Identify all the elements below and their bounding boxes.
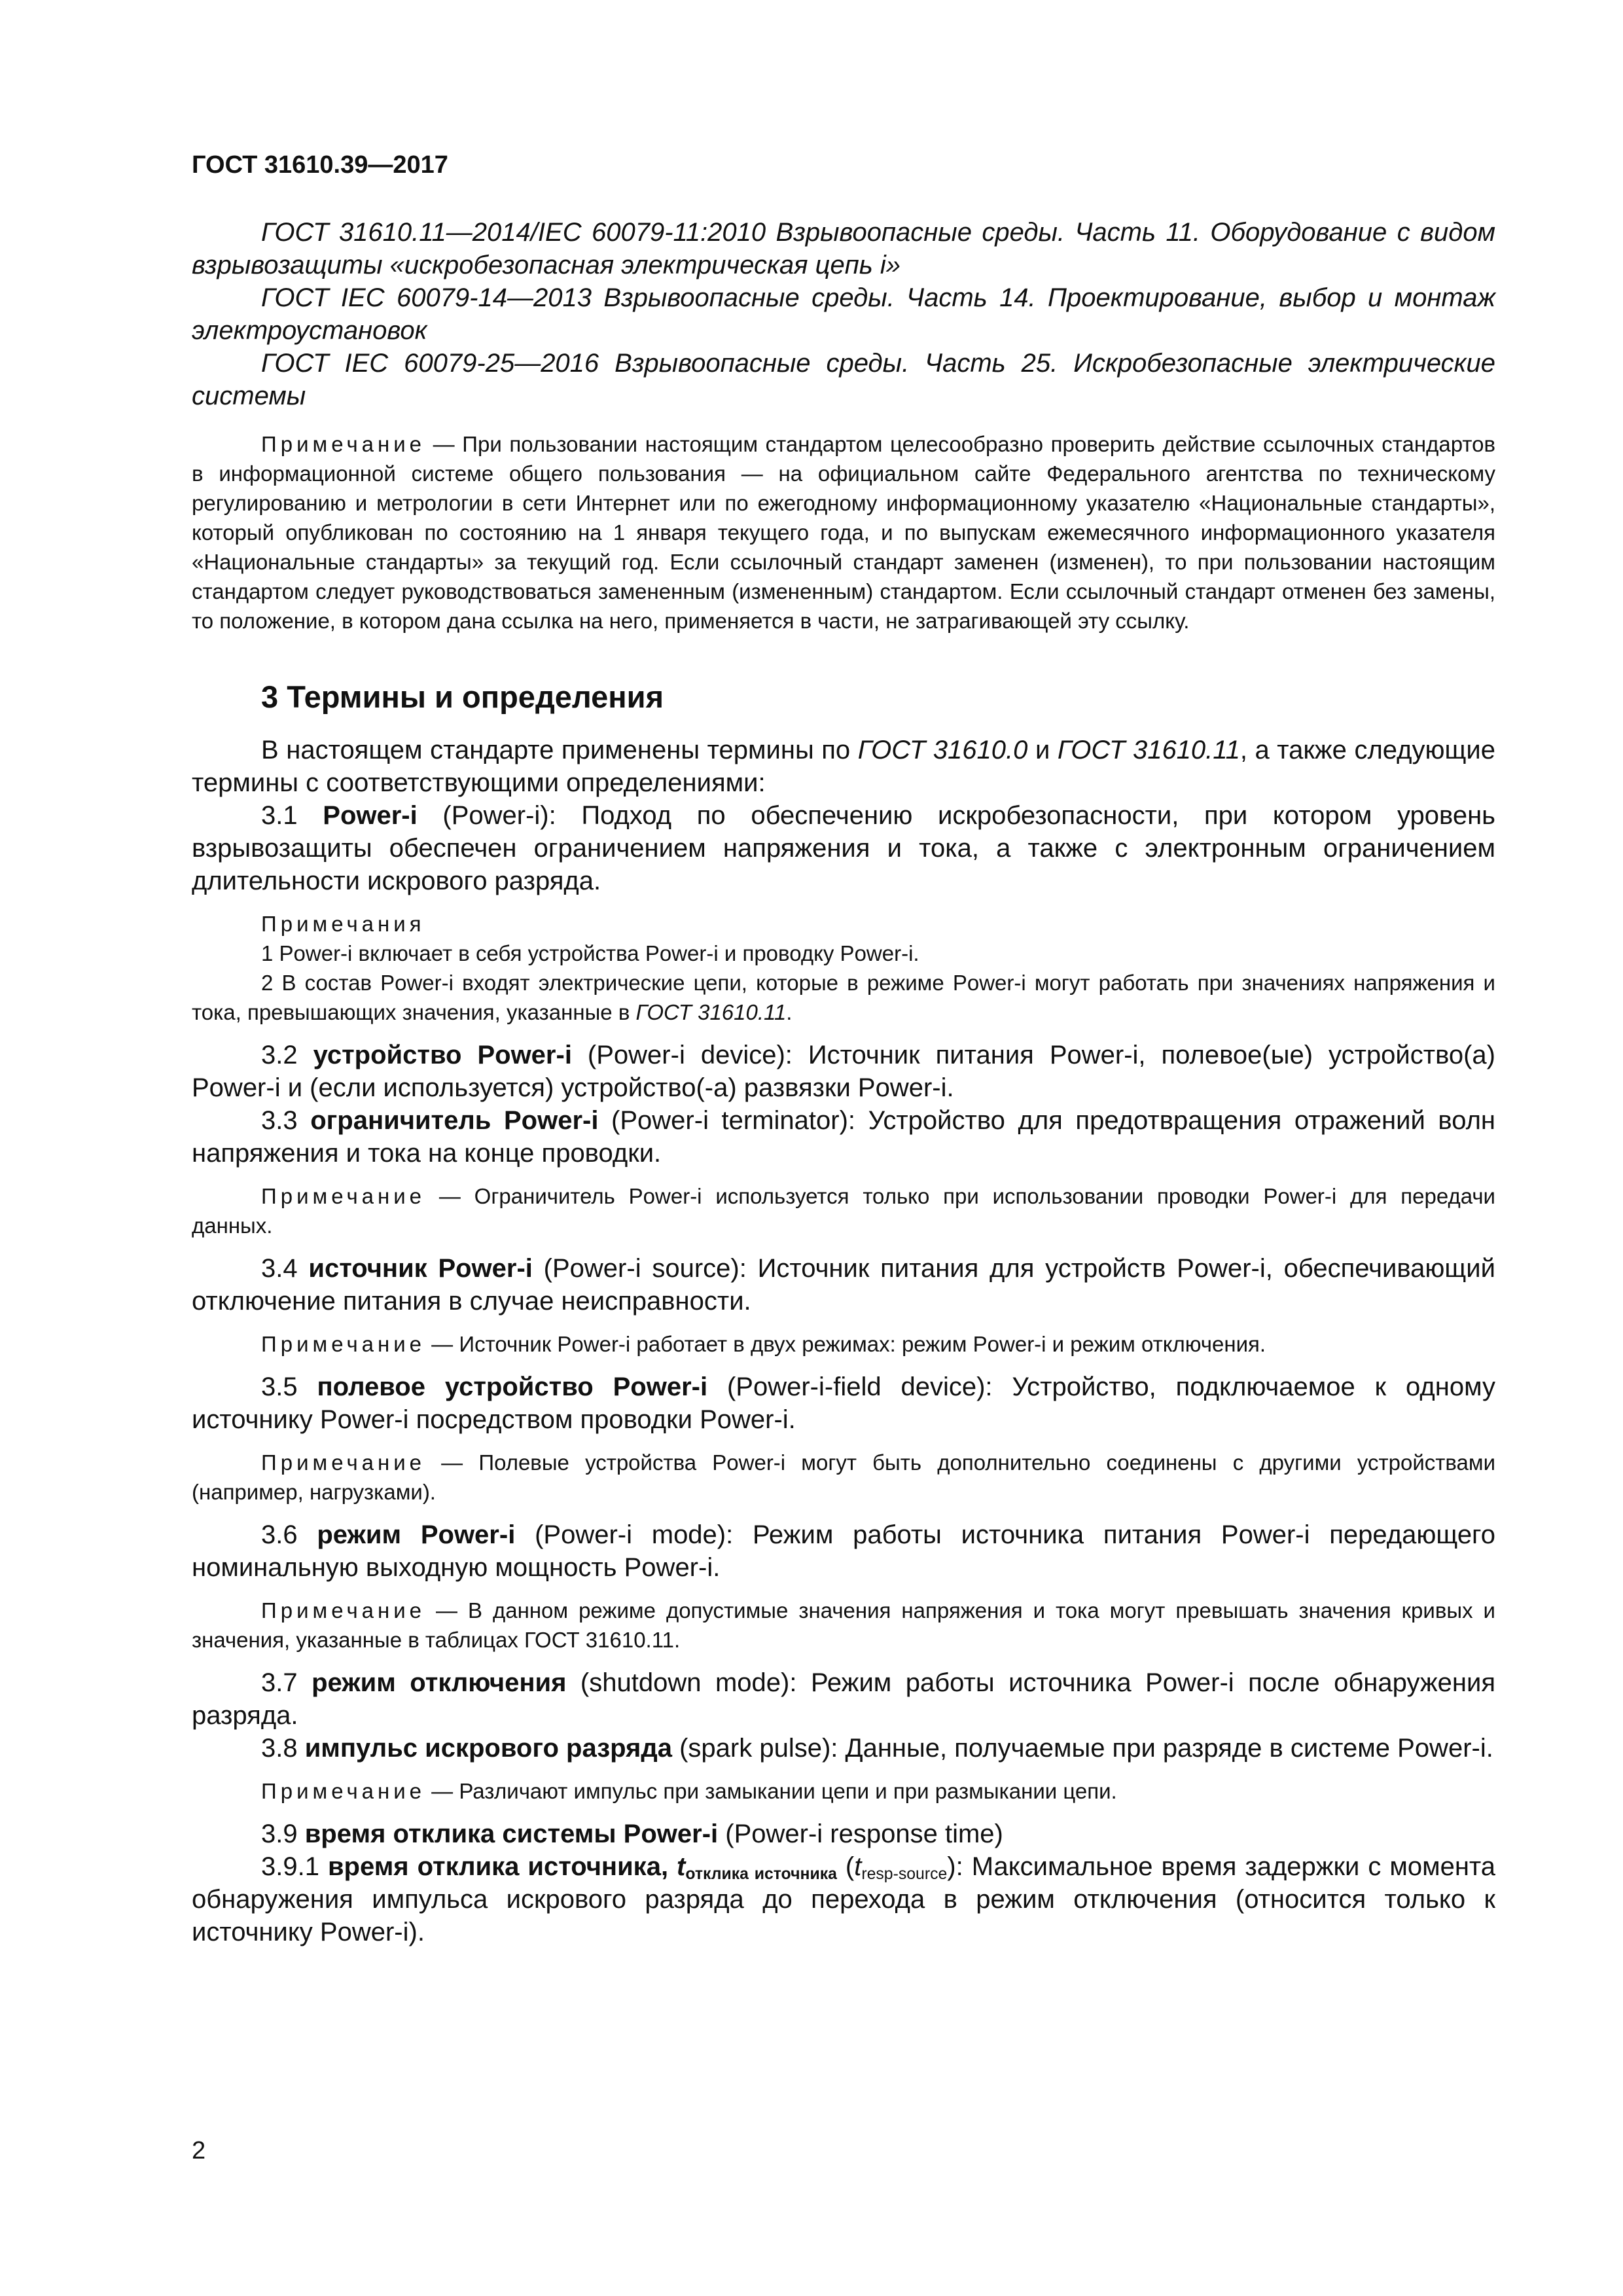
note-label: Примечание xyxy=(261,1450,426,1475)
term-3-6 xyxy=(192,1518,1495,1584)
note-text: 2 В состав Power-i входят электрические цепи, которые в режиме Power-i могут работать при значениях напряжения и тока, превышающих значения, указанные в xyxy=(192,971,1495,1024)
reference-item xyxy=(192,216,1495,281)
intro-ref-link: ГОСТ 31610.0 xyxy=(857,736,1028,764)
term-3-1 xyxy=(192,799,1495,897)
term-3-4 xyxy=(192,1252,1495,1318)
note-label: Примечание xyxy=(261,1184,426,1208)
term-symbol-subscript: отклика источника xyxy=(685,1865,837,1884)
term-definition: (Power-i device): Источник питания Power-i, полевое(ые) устройство(а) Power-i и (если используется) устройство(-а) развязки Power-i. xyxy=(192,1041,1495,1102)
reference-text: ГОСТ 31610.11—2014/IEC 60079-11:2010 Взрывоопасные среды. Часть 11. Оборудование с видом взрывозащиты «искробезопасная электрическая цепь i» xyxy=(192,218,1495,279)
term-number: 3.1 xyxy=(261,801,323,830)
term-3-9-1 xyxy=(192,1850,1495,1948)
page-number: 2 xyxy=(192,2137,206,2164)
term-3-7 xyxy=(192,1666,1495,1732)
term-name: режим отключения xyxy=(312,1668,567,1697)
reference-text: ГОСТ IEC 60079-14—2013 Взрывоопасные среды. Часть 14. Проектирование, выбор и монтаж электроустановок xyxy=(192,283,1495,345)
note-3-4 xyxy=(192,1329,1495,1359)
term-name: устройство Power-i xyxy=(313,1041,572,1069)
section-heading: 3 Термины и определения xyxy=(261,679,664,714)
term-name: полевое устройство Power-i xyxy=(317,1372,708,1401)
term-definition: ( xyxy=(836,1852,855,1881)
note-3-5 xyxy=(192,1448,1495,1507)
term-3-3 xyxy=(192,1104,1495,1170)
term-symbol-alt-subscript: resp-source xyxy=(861,1865,948,1884)
term-name: время отклика источника, xyxy=(327,1852,677,1881)
term-definition: (Power-i mode): Режим работы источника питания Power-i передающего номинальную выходную мощность Power-i. xyxy=(192,1520,1496,1582)
term-3-5 xyxy=(192,1371,1495,1436)
note-label: Примечание xyxy=(261,1779,426,1803)
page-body xyxy=(192,216,1495,1948)
term-number: 3.9 xyxy=(261,1820,305,1848)
term-definition: (spark pulse): Данные, получаемые при разряде в системе Power-i. xyxy=(671,1734,1493,1763)
term-number: 3.5 xyxy=(261,1372,317,1401)
note-label: Примечание xyxy=(261,432,426,456)
note-text: — Полевые устройства Power-i могут быть дополнительно соединены с другими устройствами (например, нагрузками). xyxy=(192,1450,1495,1504)
note-label: Примечание xyxy=(261,1332,426,1356)
intro-text: , а также следующие термины с соответствующими определениями: xyxy=(192,736,1495,797)
term-name: время отклика системы Power-i xyxy=(304,1820,719,1848)
note-text: — Ограничитель Power-i используется только при использовании проводки Power-i для передачи данных. xyxy=(192,1184,1495,1238)
term-name: источник Power-i xyxy=(308,1254,533,1283)
intro-ref-link: ГОСТ 31610.11 xyxy=(1057,736,1240,764)
note-text: — Различают импульс при замыкании цепи и при размыкании цепи. xyxy=(425,1779,1117,1803)
term-number: 3.9.1 xyxy=(261,1852,328,1881)
term-name: ограничитель Power-i xyxy=(310,1106,599,1135)
term-3-8 xyxy=(192,1732,1495,1765)
note-text: — При пользовании настоящим стандартом целесообразно проверить действие ссылочных стандартов в информационной системе общего пользования — на официальном сайте Федерального агентства по техническому регулированию и метрологии в сети Интернет или по ежегодному информационному указателю «Национальные стандарты», который опубликован по состоянию на 1 января текущего года, и по выпускам ежемесячного информационного указателя «Национальные стандарты» за текущий год. Если ссылочный стандарт заменен (изменен), то при пользовании настоящим стандартом следует руководствоваться замененным (измененным) стандартом. Если ссылочный стандарт отменен без замены, то положение, в котором дана ссылка на него, применяется в части, не затрагивающей эту ссылку. xyxy=(192,432,1495,633)
term-3-9 xyxy=(192,1818,1495,1850)
term-symbol-alt: t xyxy=(854,1852,862,1881)
term-name: режим Power-i xyxy=(317,1520,516,1549)
note-text: — В данном режиме допустимые значения напряжения и тока могут превышать значения кривых и значения, указанные в таблицах ГОСТ 31610.11. xyxy=(192,1598,1495,1652)
term-number: 3.2 xyxy=(261,1041,313,1069)
term-definition: (shutdown mode): Режим работы источника Power-i после обнаружения разряда. xyxy=(192,1668,1495,1730)
term-3-2 xyxy=(192,1039,1495,1104)
note-label: Примечания xyxy=(261,912,425,936)
note-3-1-item-1: 1 Power-i включает в себя устройства Power-i и проводку Power-i. xyxy=(261,941,919,965)
reference-note xyxy=(192,429,1495,636)
term-number: 3.6 xyxy=(261,1520,317,1549)
note-text: — Источник Power-i работает в двух режимах: режим Power-i и режим отключения. xyxy=(425,1332,1266,1356)
note-3-6 xyxy=(192,1596,1495,1655)
note-3-1-item-2 xyxy=(192,968,1495,1027)
note-label: Примечание xyxy=(261,1598,426,1623)
reference-item xyxy=(192,281,1495,347)
note-3-8 xyxy=(192,1776,1495,1806)
term-symbol: t xyxy=(677,1852,686,1881)
section-intro xyxy=(192,734,1495,799)
notes-3-1 xyxy=(192,909,1495,939)
term-number: 3.4 xyxy=(261,1254,309,1283)
note-3-3 xyxy=(192,1181,1495,1240)
term-number: 3.8 xyxy=(261,1734,305,1763)
term-definition: (Power-i-field device): Устройство, подключаемое к одному источнику Power-i посредством проводки Power-i. xyxy=(192,1372,1496,1434)
note-ref: ГОСТ 31610.11 xyxy=(635,1000,787,1024)
intro-text: и xyxy=(1027,736,1058,764)
intro-text: В настоящем стандарте применены термины по xyxy=(261,736,858,764)
term-definition: (Power-i source): Источник питания для устройств Power-i, обеспечивающий отключение питания в случае неисправности. xyxy=(192,1254,1495,1316)
term-definition: (Power-i response time) xyxy=(718,1820,1003,1848)
reference-item xyxy=(192,347,1495,412)
term-definition: (Power-i terminator): Устройство для предотвращения отражений волн напряжения и тока на конце проводки. xyxy=(192,1106,1495,1168)
note-text: . xyxy=(786,1000,793,1024)
term-definition: ): Максимальное время задержки с момента обнаружения импульса искрового разряда до перехода в режим отключения (относится только к источнику Power-i). xyxy=(192,1852,1496,1946)
reference-text: ГОСТ IEC 60079-25—2016 Взрывоопасные среды. Часть 25. Искробезопасные электрические системы xyxy=(192,349,1495,410)
term-name: Power-i xyxy=(323,801,418,830)
term-number: 3.3 xyxy=(261,1106,311,1135)
page-header-doc-id: ГОСТ 31610.39—2017 xyxy=(192,151,448,179)
term-name: импульс искрового разряда xyxy=(304,1734,672,1763)
term-definition: (Power-i): Подход по обеспечению искробезопасности, при котором уровень взрывозащиты обеспечен ограничением напряжения и тока, а также с электронным ограничением длительности искрового разряда. xyxy=(192,801,1496,895)
term-number: 3.7 xyxy=(261,1668,312,1697)
